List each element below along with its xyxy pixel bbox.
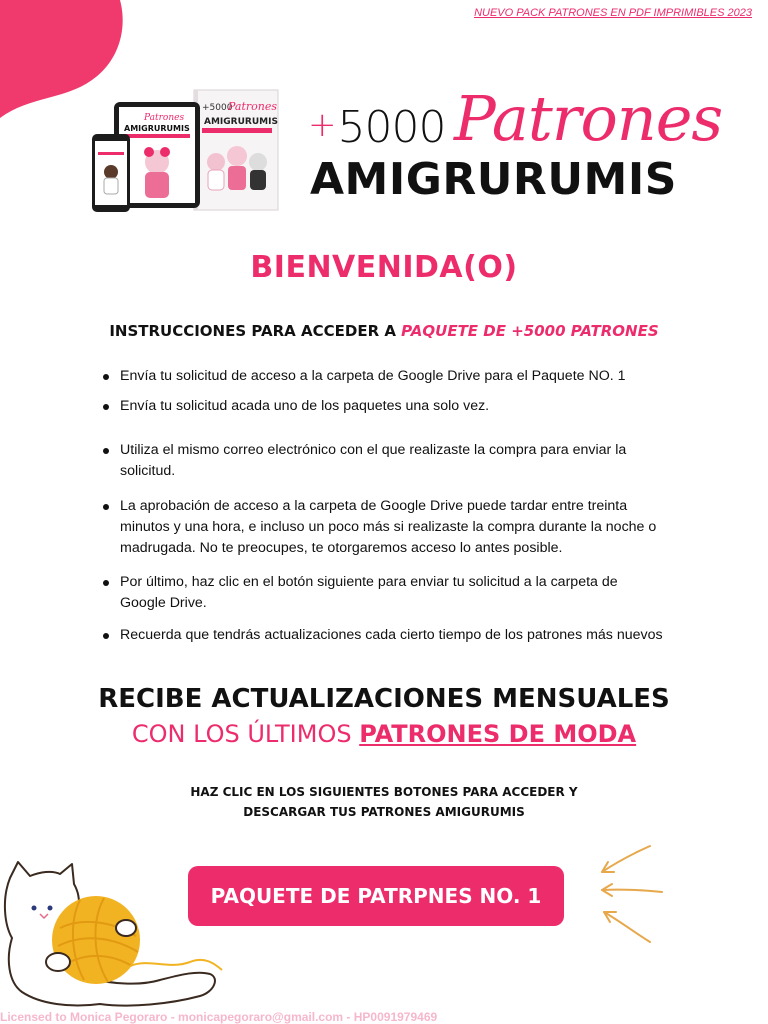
title-main: AMIGRURUMIS bbox=[310, 154, 677, 205]
tablet-script: Patrones bbox=[144, 113, 185, 123]
cat-with-yarn-icon bbox=[0, 858, 230, 1018]
book-title: AMIGRURUMIS bbox=[204, 117, 278, 127]
title-number: +5000 bbox=[308, 102, 446, 153]
list-item: Por último, haz clic en el botón siguiente para enviar tu solicitud a la carpeta de Google Drive. bbox=[100, 572, 660, 614]
tablet-title: AMIGRURUMIS bbox=[124, 124, 190, 133]
updates-subheading: CON LOS ÚLTIMOS PATRONES DE MODA bbox=[131, 720, 637, 748]
list-item: La aprobación de acceso a la carpeta de Google Drive puede tardar entre treinta minutos y una hora, e incluso un poco más si realizaste la compra durante la noche o madrugada. No te preocupes, te otorgaremos acceso lo antes posible. bbox=[100, 496, 660, 559]
license-footer: Licensed to Monica Pegoraro - monicapegoraro@gmail.com - HP0091979469 bbox=[0, 1010, 438, 1024]
list-item: Recuerda que tendrás actualizaciones cada cierto tiempo de los patrones más nuevos bbox=[100, 625, 700, 646]
book-script: Patrones bbox=[228, 100, 278, 113]
list-item: Envía tu solicitud de acceso a la carpeta de Google Drive para el Paquete NO. 1 bbox=[100, 366, 680, 387]
title-script: Patrones bbox=[454, 82, 723, 155]
instructions-heading: INSTRUCCIONES PARA ACCEDER A PAQUETE DE +5000 PATRONES bbox=[109, 322, 659, 340]
list-item: Envía tu solicitud acada uno de los paquetes una solo vez. bbox=[100, 396, 680, 417]
click-note: HAZ CLIC EN LOS SIGUIENTES BOTONES PARA ACCEDER Y DESCARGAR TUS PATRONES AMIGURUMIS bbox=[190, 785, 578, 819]
top-banner-link[interactable]: NUEVO PACK PATRONES EN PDF IMPRIMIBLES 2023 bbox=[474, 7, 752, 19]
list-item: Utiliza el mismo correo electrónico con el que realizaste la compra para enviar la solicitud. bbox=[100, 440, 660, 482]
book-number: +5000 bbox=[202, 103, 233, 113]
device-mockup-icon bbox=[92, 86, 282, 216]
title-block bbox=[308, 78, 723, 208]
updates-heading: RECIBE ACTUALIZACIONES MENSUALES bbox=[98, 684, 670, 714]
arrow-icon bbox=[592, 842, 672, 952]
package-1-button[interactable]: PAQUETE DE PATRPNES NO. 1 bbox=[188, 866, 564, 926]
welcome-heading: BIENVENIDA(O) bbox=[250, 250, 518, 285]
